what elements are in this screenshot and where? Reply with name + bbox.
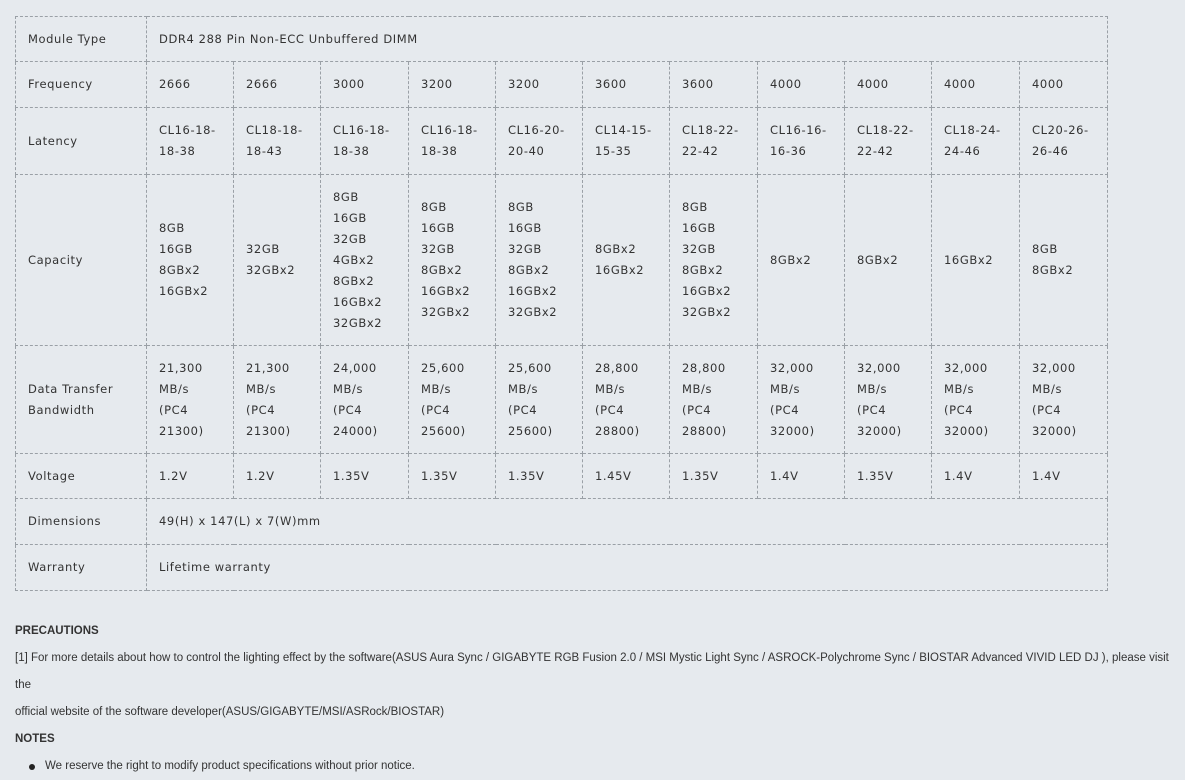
capacity-cell [845, 175, 932, 346]
bandwidth-line: (PC4 [944, 402, 974, 417]
latency-line: 16-36 [770, 144, 807, 158]
bandwidth-line: (PC4 [595, 402, 625, 417]
capacity-line: 8GB [1032, 242, 1058, 256]
capacity-cell [147, 175, 234, 346]
capacity-row [16, 175, 1108, 346]
latency-cell [583, 108, 670, 175]
latency-cell [147, 108, 234, 175]
capacity-cell [321, 175, 409, 346]
voltage-cell: 1.35V [845, 454, 932, 499]
capacity-cell [409, 175, 496, 346]
latency-line: 18-38 [333, 144, 370, 158]
bandwidth-line: MB/s [333, 381, 364, 396]
capacity-line: 32GBx2 [246, 263, 296, 277]
bandwidth-line: (PC4 [246, 402, 276, 417]
capacity-line: 8GBx2 [682, 263, 724, 277]
bandwidth-line: 25,600 [421, 360, 465, 375]
bandwidth-line: 21300) [246, 423, 291, 438]
latency-line: CL16-18- [333, 123, 390, 137]
frequency-cell: 3200 [496, 62, 583, 108]
capacity-line: 32GBx2 [508, 305, 558, 319]
bandwidth-line: 25600) [508, 423, 553, 438]
capacity-cell [670, 175, 758, 346]
voltage-cell: 1.35V [321, 454, 409, 499]
bandwidth-line: 28800) [682, 423, 727, 438]
latency-cell [758, 108, 845, 175]
capacity-line: 16GB [333, 210, 367, 225]
bandwidth-line: MB/s [682, 381, 713, 396]
latency-cell [932, 108, 1020, 175]
frequency-cell: 2666 [147, 62, 234, 108]
latency-line: CL16-18- [159, 123, 216, 137]
latency-line: CL18-18- [246, 123, 303, 137]
bandwidth-cell [234, 346, 321, 454]
notes-section [15, 618, 1175, 780]
frequency-cell: 3600 [583, 62, 670, 108]
bandwidth-cell [147, 346, 234, 454]
voltage-cell: 1.35V [670, 454, 758, 499]
capacity-cell [758, 175, 845, 346]
latency-line: CL20-26- [1032, 123, 1089, 137]
capacity-cell [234, 175, 321, 346]
capacity-line: 8GBx2 [1032, 263, 1074, 277]
latency-cell [670, 108, 758, 175]
bandwidth-line: 28,800 [682, 360, 726, 375]
bandwidth-line: 32,000 [770, 360, 814, 375]
capacity-line: 8GB [508, 200, 534, 214]
voltage-cell: 1.35V [409, 454, 496, 499]
bandwidth-line: 32000) [770, 423, 815, 438]
capacity-line: 16GBx2 [595, 263, 645, 277]
voltage-cell: 1.45V [583, 454, 670, 499]
latency-row [16, 108, 1108, 175]
bandwidth-line: 32,000 [857, 360, 901, 375]
bandwidth-line: (PC4 [682, 402, 712, 417]
latency-line: 20-40 [508, 144, 545, 158]
precautions-text-line: [1] For more details about how to control the lighting effect by the software(ASUS Aura Sync / GIGABYTE RGB Fusion 2.0 / MSI Mystic Light Sync / ASROCK-Polychrome Sync / BIOSTAR Advanced VIVID LED DJ ), please visit the [15, 652, 1169, 691]
latency-line: 26-46 [1032, 144, 1069, 158]
bandwidth-line: MB/s [246, 381, 277, 396]
capacity-line: 8GB [159, 221, 185, 235]
frequency-cell: 3200 [409, 62, 496, 108]
capacity-line: 8GBx2 [159, 263, 201, 277]
bandwidth-line: MB/s [857, 381, 888, 396]
bandwidth-line: (PC4 [1032, 402, 1062, 417]
latency-cell [496, 108, 583, 175]
bandwidth-label [16, 346, 147, 454]
dimensions-value: 49(H) x 147(L) x 7(W)mm [147, 499, 1108, 545]
warranty-label: Warranty [16, 545, 147, 591]
voltage-cell: 1.2V [147, 454, 234, 499]
capacity-line: 8GB [421, 200, 447, 214]
warranty-value: Lifetime warranty [147, 545, 1108, 591]
latency-cell [1020, 108, 1108, 175]
frequency-cell: 4000 [758, 62, 845, 108]
capacity-line: 8GBx2 [333, 273, 375, 288]
bandwidth-cell [670, 346, 758, 454]
bandwidth-cell [845, 346, 932, 454]
bandwidth-line: 25600) [421, 423, 466, 438]
bandwidth-line: 21,300 [246, 360, 290, 375]
frequency-cell: 4000 [1020, 62, 1108, 108]
latency-label: Latency [16, 108, 147, 175]
latency-line: 18-38 [421, 144, 458, 158]
bandwidth-line: (PC4 [333, 402, 363, 417]
frequency-cell: 2666 [234, 62, 321, 108]
bandwidth-cell [932, 346, 1020, 454]
module-type-row [16, 17, 1108, 62]
capacity-line: 32GBx2 [421, 305, 471, 319]
latency-line: CL18-22- [857, 123, 914, 137]
capacity-line: 8GBx2 [857, 252, 899, 267]
bandwidth-line: 21300) [159, 423, 204, 438]
precautions-text-line: official website of the software developer(ASUS/GIGABYTE/MSI/ASRock/BIOSTAR) [15, 706, 445, 718]
capacity-line: 16GBx2 [159, 284, 209, 298]
latency-line: 15-35 [595, 144, 632, 158]
latency-line: CL16-18- [421, 123, 478, 137]
latency-line: CL18-24- [944, 123, 1001, 137]
latency-line: 22-42 [857, 144, 894, 158]
latency-line: 22-42 [682, 144, 719, 158]
precautions-title: PRECAUTIONS [15, 625, 99, 637]
latency-cell [234, 108, 321, 175]
bandwidth-cell [1020, 346, 1108, 454]
capacity-line: 16GB [159, 242, 193, 256]
module-type-label: Module Type [16, 17, 147, 62]
voltage-cell: 1.4V [758, 454, 845, 499]
frequency-cell: 3000 [321, 62, 409, 108]
latency-cell [321, 108, 409, 175]
bandwidth-line: (PC4 [421, 402, 451, 417]
bandwidth-cell [758, 346, 845, 454]
bandwidth-line: (PC4 [857, 402, 887, 417]
bandwidth-cell [496, 346, 583, 454]
capacity-cell [932, 175, 1020, 346]
voltage-cell: 1.4V [932, 454, 1020, 499]
bandwidth-line: 24000) [333, 423, 378, 438]
frequency-cell: 3600 [670, 62, 758, 108]
capacity-line: 16GBx2 [682, 284, 732, 298]
voltage-cell: 1.4V [1020, 454, 1108, 499]
bandwidth-cell [409, 346, 496, 454]
capacity-line: 8GBx2 [508, 263, 550, 277]
latency-line: 24-46 [944, 144, 981, 158]
bandwidth-line: (PC4 [159, 402, 189, 417]
bandwidth-line: MB/s [595, 381, 626, 396]
capacity-line: 16GBx2 [944, 252, 994, 267]
capacity-line: 32GB [246, 242, 280, 256]
capacity-line: 4GBx2 [333, 252, 375, 267]
latency-line: 18-43 [246, 144, 283, 158]
bandwidth-line: (PC4 [770, 402, 800, 417]
bandwidth-line: 32,000 [944, 360, 988, 375]
capacity-line: 32GBx2 [333, 315, 383, 330]
frequency-cell: 4000 [932, 62, 1020, 108]
latency-line: 18-38 [159, 144, 196, 158]
capacity-line: 8GBx2 [421, 263, 463, 277]
bandwidth-line: MB/s [421, 381, 452, 396]
capacity-line: 8GBx2 [770, 252, 812, 267]
voltage-label: Voltage [16, 454, 147, 499]
capacity-line: 16GBx2 [333, 294, 383, 309]
bandwidth-cell [583, 346, 670, 454]
capacity-line: 16GBx2 [508, 284, 558, 298]
bandwidth-line: MB/s [770, 381, 801, 396]
bandwidth-line: 24,000 [333, 360, 377, 375]
voltage-cell: 1.2V [234, 454, 321, 499]
bullet-icon [29, 764, 35, 770]
latency-line: CL14-15- [595, 123, 652, 137]
bandwidth-line: 32000) [857, 423, 902, 438]
bandwidth-line: MB/s [508, 381, 539, 396]
capacity-cell [583, 175, 670, 346]
capacity-line: 32GBx2 [682, 305, 732, 319]
bandwidth-line: (PC4 [508, 402, 538, 417]
capacity-line: 16GB [682, 221, 716, 235]
bandwidth-line: 28,800 [595, 360, 639, 375]
notes-item-text: We reserve the right to modify product specifications without prior notice. [45, 760, 415, 772]
capacity-line: 8GB [682, 200, 708, 214]
voltage-cell: 1.35V [496, 454, 583, 499]
bandwidth-line: MB/s [159, 381, 190, 396]
bandwidth-cell [321, 346, 409, 454]
capacity-line: 32GB [333, 231, 367, 246]
capacity-line: 8GB [333, 189, 359, 204]
bandwidth-label-line: Bandwidth [28, 402, 95, 417]
spec-table [15, 16, 1108, 591]
notes-title: NOTES [15, 733, 55, 745]
capacity-cell [1020, 175, 1108, 346]
dimensions-row [16, 499, 1108, 545]
bandwidth-line: MB/s [944, 381, 975, 396]
bandwidth-line: 32000) [944, 423, 989, 438]
capacity-label: Capacity [16, 175, 147, 346]
capacity-line: 8GBx2 [595, 242, 637, 256]
bandwidth-line: 21,300 [159, 360, 203, 375]
frequency-label: Frequency [16, 62, 147, 108]
voltage-row [16, 454, 1108, 499]
bandwidth-line: 32000) [1032, 423, 1077, 438]
dimensions-label: Dimensions [16, 499, 147, 545]
latency-line: CL18-22- [682, 123, 739, 137]
bandwidth-label-line: Data Transfer [28, 381, 114, 396]
capacity-line: 16GB [508, 221, 542, 235]
bandwidth-line: 25,600 [508, 360, 552, 375]
warranty-row [16, 545, 1108, 591]
capacity-cell [496, 175, 583, 346]
bandwidth-line: 28800) [595, 423, 640, 438]
frequency-cell: 4000 [845, 62, 932, 108]
bandwidth-line: MB/s [1032, 381, 1063, 396]
latency-line: CL16-16- [770, 123, 827, 137]
capacity-line: 32GB [421, 242, 455, 256]
capacity-line: 16GB [421, 221, 455, 235]
latency-line: CL16-20- [508, 123, 565, 137]
bandwidth-line: 32,000 [1032, 360, 1076, 375]
module-type-value: DDR4 288 Pin Non-ECC Unbuffered DIMM [147, 17, 1108, 62]
capacity-line: 32GB [682, 242, 716, 256]
bandwidth-row [16, 346, 1108, 454]
latency-cell [409, 108, 496, 175]
capacity-line: 16GBx2 [421, 284, 471, 298]
latency-cell [845, 108, 932, 175]
frequency-row [16, 62, 1108, 108]
capacity-line: 32GB [508, 242, 542, 256]
